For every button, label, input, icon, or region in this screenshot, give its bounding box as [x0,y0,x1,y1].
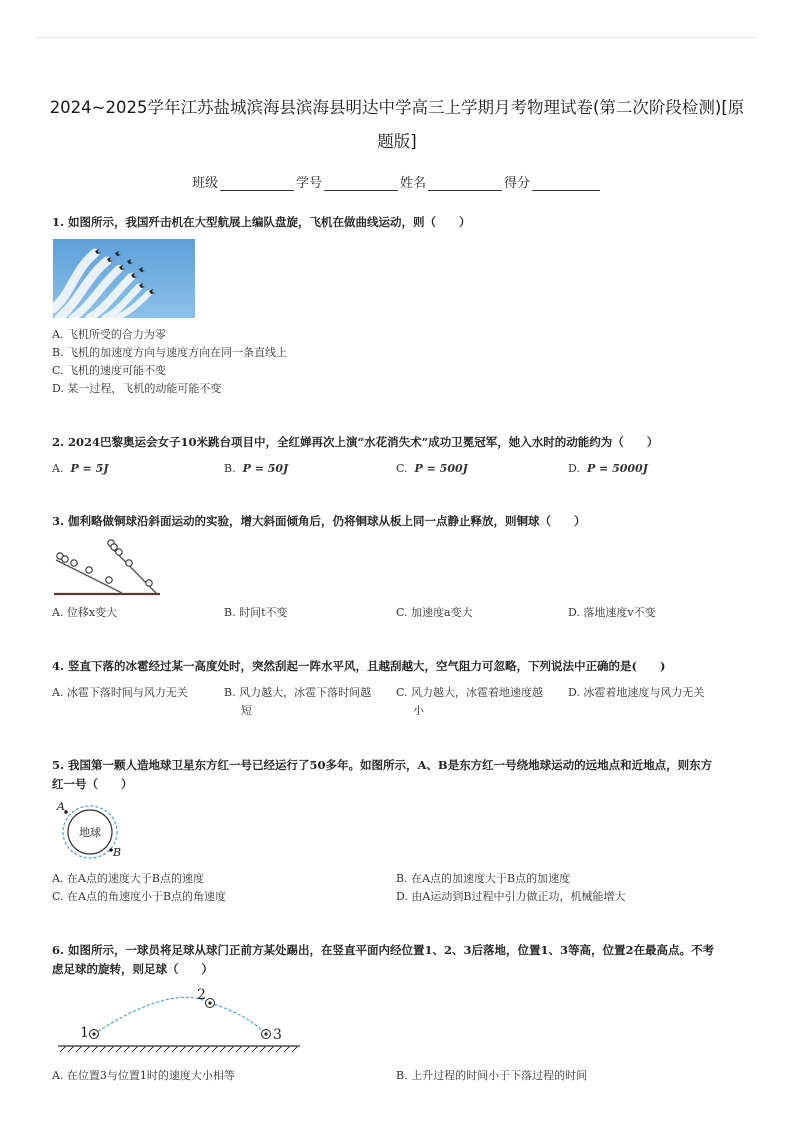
q2-option-a-letter: A. [52,462,64,475]
q4-option-b-line2: 短 [241,704,252,717]
score-field[interactable] [532,176,600,191]
point-a-label: A [57,800,65,813]
q2-option-c[interactable] [396,460,468,478]
q4-option-d[interactable]: D. 冰雹着地速度与风力无关 [568,686,705,699]
question-4-stem: 4. 竖直下落的冰雹经过某一高度处时，突然刮起一阵水平风，且越刮越大，空气阻力可忽略，下列说法中正确的是( ) [52,659,666,673]
name-field[interactable] [428,176,502,191]
q3-option-c[interactable]: C. 加速度a变大 [396,606,473,619]
q2-option-d-letter: D. [568,462,580,475]
q2-option-d-formula: P = 5000J [586,462,648,475]
q6-stem-line1: 6. 如图所示，一球员将足球从球门正前方某处踢出，在竖直平面内经位置1、2、3后落地，位置1、3等高，位置2在最高点。不考 [52,943,715,957]
exam-title [30,91,764,159]
question-5-stem [52,756,746,794]
q6-option-b[interactable]: B. 上升过程的时间小于下落过程的时间 [396,1069,588,1082]
q5-option-b[interactable]: B. 在A点的加速度大于B点的加速度 [396,872,571,885]
q2-option-a-formula: P = 5J [70,462,109,475]
q1-option-b[interactable]: B. 飞机的加速度方向与速度方向在同一条直线上 [52,346,288,359]
q1-option-a[interactable]: A. 飞机所受的合力为零 [52,328,166,341]
q2-option-b-letter: B. [224,462,236,475]
q2-option-b[interactable] [224,460,288,478]
q6-stem-line2: 虑足球的旋转，则足球（ ） [52,962,213,976]
point-b-label: B [113,846,122,859]
student-id-field[interactable] [324,176,398,191]
satellite-orbit-diagram [52,798,132,866]
position-1-label: 1 [80,1025,89,1041]
q4-option-b-line1: B. 风力越大，冰雹下落时间越 [224,686,372,699]
q5-option-a[interactable]: A. 在A点的速度大于B点的速度 [52,872,204,885]
earth-label: 地球 [79,826,101,839]
q5-option-d[interactable]: D. 由A运动到B过程中引力做正功，机械能增大 [396,890,626,903]
position-3-label: 3 [273,1027,282,1043]
q4-option-c[interactable] [396,684,543,720]
question-6-stem [52,941,746,979]
name-label: 姓名 [400,176,427,191]
score-label: 得分 [504,176,531,191]
student-id-label: 学号 [295,176,322,191]
q2-option-c-letter: C. [396,462,408,475]
q2-option-d[interactable] [568,460,648,478]
jet-formation-photo [53,239,195,318]
question-3-stem: 3. 伽利略做铜球沿斜面运动的实验，增大斜面倾角后，仍将铜球从板上同一点静止释放，则铜球（ ） [52,514,586,528]
class-label: 班级 [191,176,218,191]
q4-option-b[interactable] [224,684,371,720]
q2-option-c-formula: P = 500J [414,462,468,475]
q4-option-a[interactable]: A. 冰雹下落时间与风力无关 [52,686,188,699]
position-2-label: 2 [197,987,206,1003]
title-line-1: 2024~2025学年江苏盐城滨海县滨海县明达中学高三上学期月考物理试卷(第二次阶段检测)[原 [49,98,745,117]
q5-stem-line2: 红一号（ ） [52,777,133,791]
q3-option-a[interactable]: A. 位移x变大 [52,606,118,619]
q5-option-c[interactable]: C. 在A点的角速度小于B点的角速度 [52,890,227,903]
q5-stem-line1: 5. 我国第一颗人造地球卫星东方红一号已经运行了50多年。如图所示，A、B是东方红一号绕地球运动的远地点和近地点，则东方 [52,758,713,772]
q1-option-d[interactable]: D. 某一过程，飞机的动能可能不变 [52,382,222,395]
question-1-stem: 1. 如图所示，我国歼击机在大型航展上编队盘旋，飞机在做曲线运动，则（ ） [52,215,471,229]
football-trajectory-diagram [52,985,304,1059]
q1-option-c[interactable]: C. 飞机的速度可能不变 [52,364,167,377]
q4-option-c-line2: 小 [413,704,424,717]
title-line-2: 题版] [377,132,417,151]
q3-option-d[interactable]: D. 落地速度v不变 [568,606,656,619]
class-field[interactable] [220,176,294,191]
student-info-line [0,172,794,191]
top-divider [36,37,758,38]
q6-option-a[interactable]: A. 在位置3与位置1时的速度大小相等 [52,1069,235,1082]
q2-option-b-formula: P = 50J [242,462,289,475]
question-2-stem: 2. 2024巴黎奥运会女子10米跳台项目中，全红婵再次上演“水花消失术”成功卫冕冠军，她入水时的动能约为（ ） [52,435,659,449]
q3-option-b[interactable]: B. 时间t不变 [224,606,288,619]
inclined-plane-diagram [52,538,164,602]
q2-option-a[interactable] [52,460,108,478]
q4-option-c-line1: C. 风力越大，冰雹着地速度越 [396,686,544,699]
